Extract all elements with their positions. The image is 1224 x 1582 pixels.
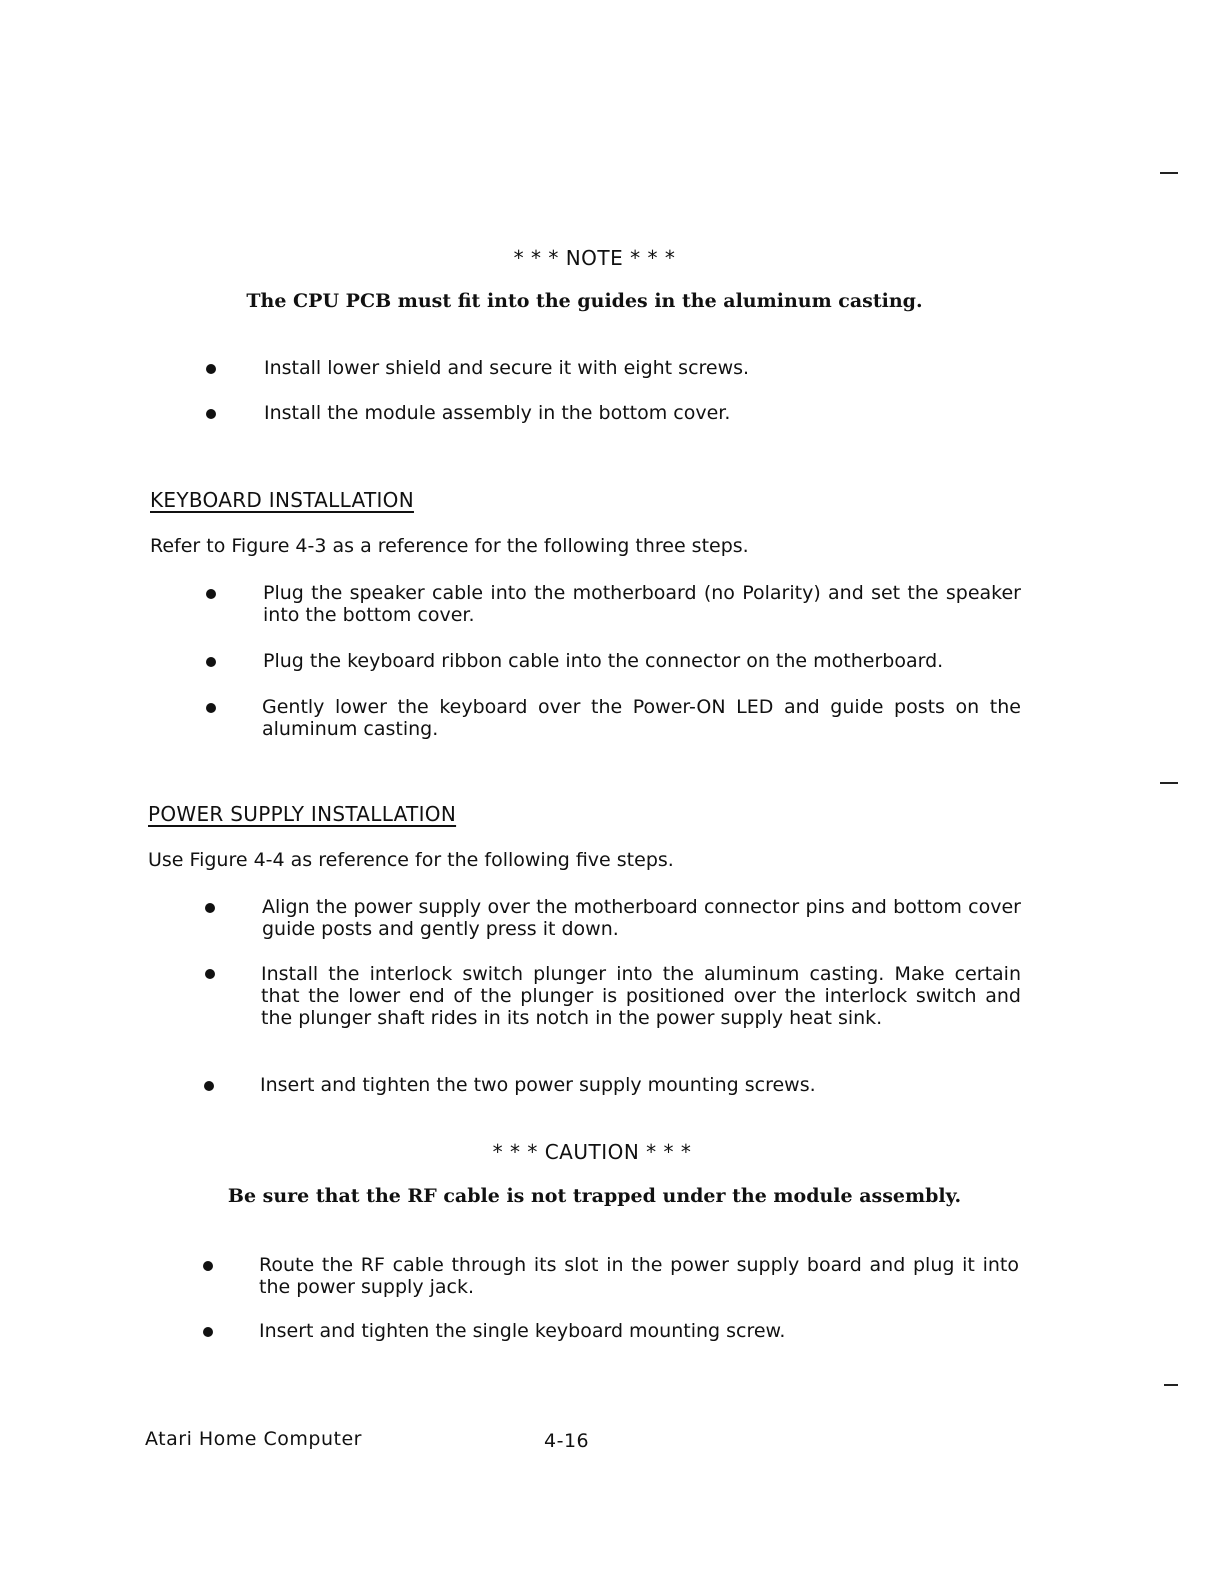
scan-mark xyxy=(1160,782,1178,784)
power-heading: POWER SUPPLY INSTALLATION xyxy=(148,802,457,826)
list-item: Install lower shield and secure it with eight screws. xyxy=(264,357,750,379)
bullet-dot xyxy=(206,409,216,419)
scan-mark xyxy=(1164,1384,1178,1386)
bullet-dot xyxy=(203,1327,213,1337)
footer-title: Atari Home Computer xyxy=(145,1428,362,1450)
bullet-dot xyxy=(206,657,216,667)
list-item: Insert and tighten the two power supply mounting screws. xyxy=(260,1074,816,1096)
bullet-dot xyxy=(205,903,215,913)
list-item: Insert and tighten the single keyboard mounting screw. xyxy=(259,1320,786,1342)
note-text: The CPU PCB must fit into the guides in the aluminum casting. xyxy=(246,290,923,312)
caution-text: Be sure that the RF cable is not trapped under the module assembly. xyxy=(227,1185,962,1207)
scan-mark xyxy=(1160,172,1178,174)
keyboard-intro: Refer to Figure 4-3 as a reference for the following three steps. xyxy=(150,535,749,557)
bullet-dot xyxy=(205,969,215,979)
bullet-dot xyxy=(206,589,216,599)
page-number: 4-16 xyxy=(544,1430,590,1452)
bullet-dot xyxy=(206,703,216,713)
list-item: Plug the speaker cable into the motherboard (no Polarity) and set the speaker into the bottom cover. xyxy=(263,582,1021,626)
keyboard-heading: KEYBOARD INSTALLATION xyxy=(150,488,414,512)
bullet-dot xyxy=(203,1261,213,1271)
list-item: Plug the keyboard ribbon cable into the connector on the motherboard. xyxy=(263,650,944,672)
list-item: Install the interlock switch plunger into the aluminum casting. Make certain that the lower end of the plunger is positioned over the interlock switch and the plunger shaft rides in its notch in the power supply heat sink. xyxy=(261,963,1021,1029)
power-intro: Use Figure 4-4 as reference for the following five steps. xyxy=(148,849,674,871)
note-label: * * * NOTE * * * xyxy=(513,246,676,270)
list-item: Install the module assembly in the bottom cover. xyxy=(264,402,731,424)
caution-label: * * * CAUTION * * * xyxy=(492,1140,692,1164)
bullet-dot xyxy=(206,364,216,374)
list-item: Gently lower the keyboard over the Power-ON LED and guide posts on the aluminum casting. xyxy=(262,696,1021,740)
list-item: Route the RF cable through its slot in the power supply board and plug it into the power supply jack. xyxy=(259,1254,1019,1298)
bullet-dot xyxy=(204,1081,214,1091)
list-item: Align the power supply over the motherboard connector pins and bottom cover guide posts and gently press it down. xyxy=(262,896,1021,940)
